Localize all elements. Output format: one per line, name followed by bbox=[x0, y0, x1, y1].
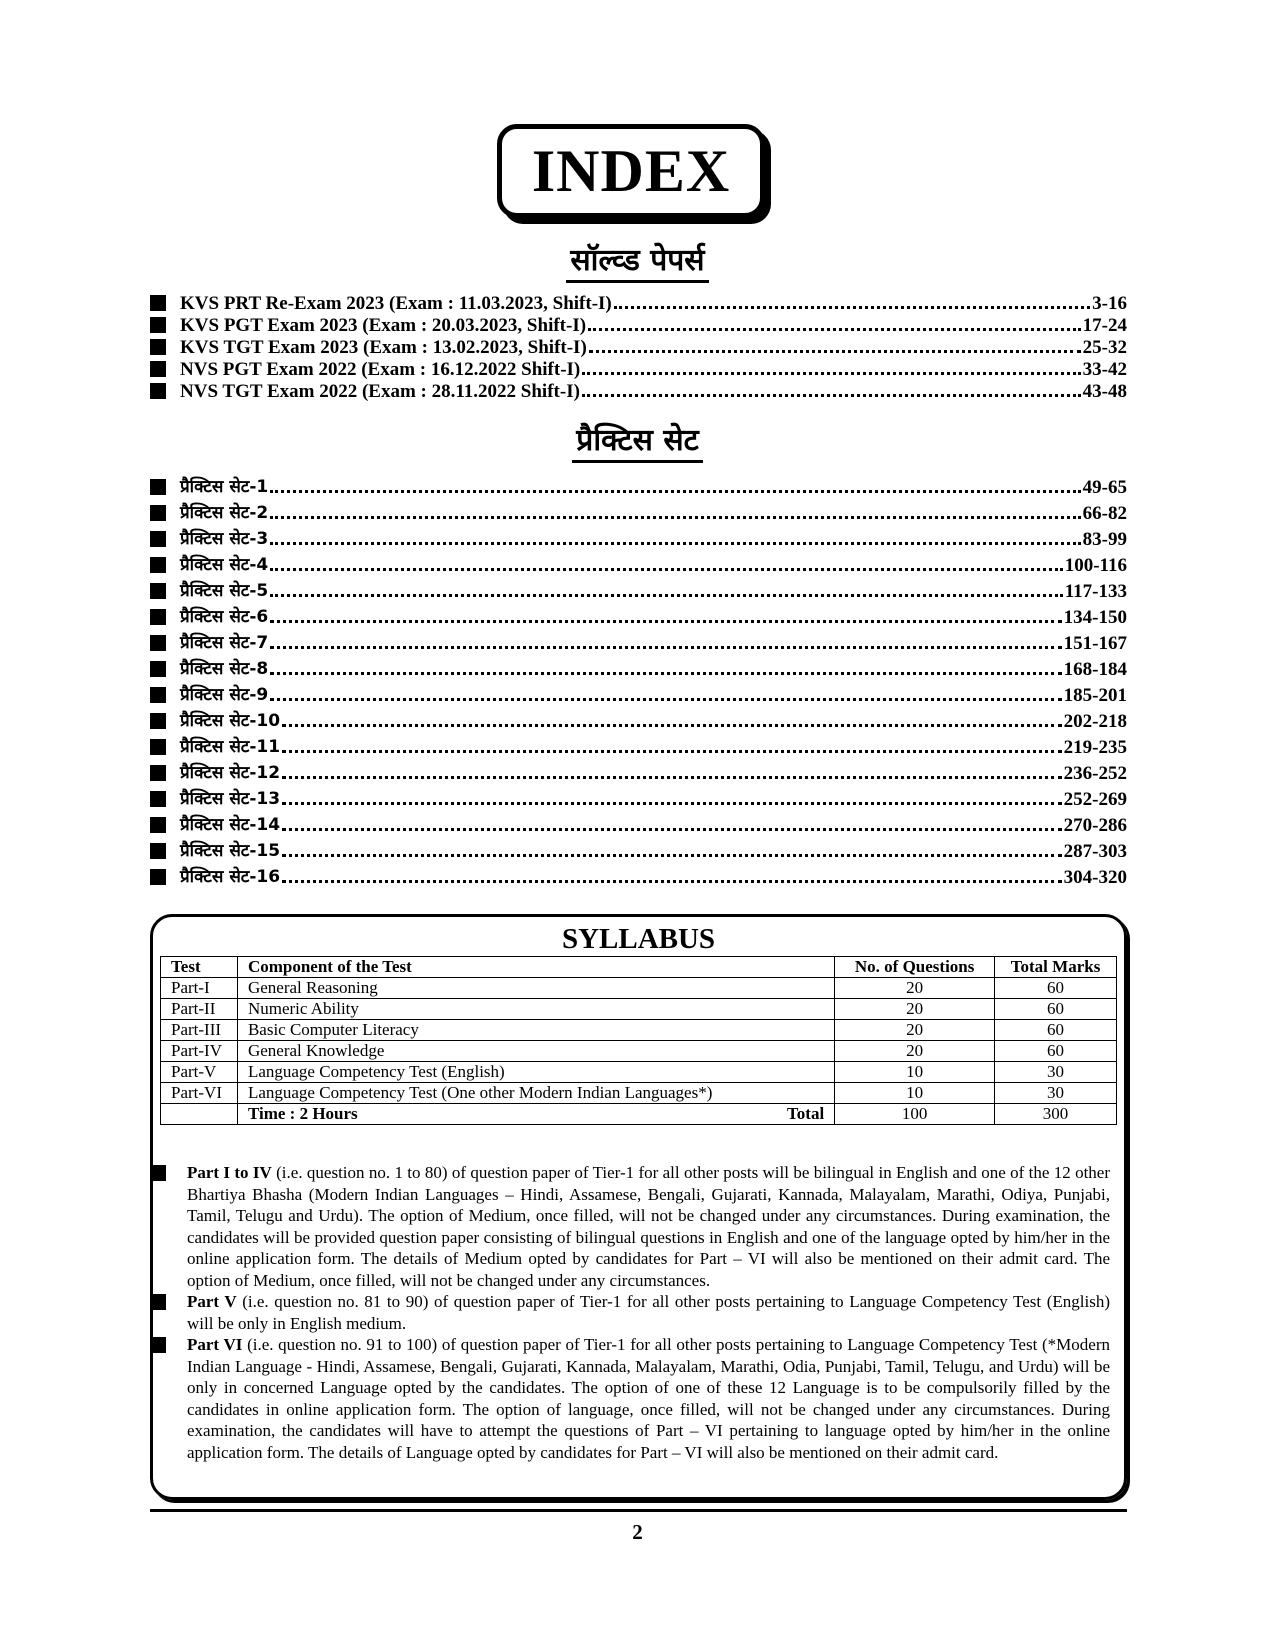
dot-leader bbox=[270, 594, 1062, 597]
cell-marks: 30 bbox=[995, 1083, 1117, 1104]
cell-component: General Knowledge bbox=[237, 1041, 834, 1062]
cell-questions: 20 bbox=[835, 999, 995, 1020]
toc-label: प्रैक्टिस सेट-10 bbox=[180, 711, 281, 731]
toc-label: प्रैक्टिस सेट-5 bbox=[180, 581, 269, 601]
toc-page: 202-218 bbox=[1063, 711, 1127, 732]
dot-leader bbox=[282, 880, 1062, 883]
toc-page: 3-16 bbox=[1092, 293, 1127, 314]
cell-questions: 20 bbox=[835, 1041, 995, 1062]
square-bullet-icon bbox=[150, 1294, 166, 1310]
toc-label: प्रैक्टिस सेट-16 bbox=[180, 867, 281, 887]
table-total-row bbox=[161, 1104, 1117, 1125]
square-bullet-icon bbox=[150, 361, 166, 377]
square-bullet-icon bbox=[150, 687, 166, 703]
toc-page: 304-320 bbox=[1063, 867, 1127, 888]
cell-marks: 60 bbox=[995, 1041, 1117, 1062]
dot-leader bbox=[282, 828, 1062, 831]
column-header: Component of the Test bbox=[237, 957, 834, 978]
toc-page: 66-82 bbox=[1082, 503, 1127, 524]
toc-entry bbox=[150, 602, 1127, 628]
syllabus-notes bbox=[150, 1162, 1110, 1463]
toc-label: NVS PGT Exam 2022 (Exam : 16.12.2022 Shift-I) bbox=[180, 359, 581, 380]
dot-leader bbox=[282, 776, 1062, 779]
toc-page: 151-167 bbox=[1063, 633, 1127, 654]
note-text: (i.e. question no. 81 to 90) of question paper of Tier-1 for all other posts pertaining to Language Competency Test (English) will be only in English medium. bbox=[187, 1292, 1110, 1333]
cell-empty bbox=[161, 1104, 238, 1125]
square-bullet-icon bbox=[150, 635, 166, 651]
toc-page: 49-65 bbox=[1082, 477, 1127, 498]
toc-page: 287-303 bbox=[1063, 841, 1127, 862]
note-lead: Part I to IV bbox=[187, 1163, 272, 1182]
toc-entry bbox=[150, 358, 1127, 380]
cell-test: Part-V bbox=[161, 1062, 238, 1083]
total-label: Total bbox=[787, 1104, 825, 1123]
column-header: Total Marks bbox=[995, 957, 1117, 978]
index-title-box bbox=[497, 124, 765, 218]
cell-questions: 10 bbox=[835, 1083, 995, 1104]
dot-leader bbox=[270, 490, 1080, 493]
square-bullet-icon bbox=[150, 661, 166, 677]
toc-page: 252-269 bbox=[1063, 789, 1127, 810]
toc-page: 236-252 bbox=[1063, 763, 1127, 784]
square-bullet-icon bbox=[150, 791, 166, 807]
note-item bbox=[150, 1334, 1110, 1463]
dot-leader bbox=[282, 854, 1062, 857]
cell-total-questions: 100 bbox=[835, 1104, 995, 1125]
toc-label: प्रैक्टिस सेट-7 bbox=[180, 633, 269, 653]
cell-marks: 30 bbox=[995, 1062, 1117, 1083]
toc-label: प्रैक्टिस सेट-4 bbox=[180, 555, 269, 575]
toc-entry bbox=[150, 680, 1127, 706]
dot-leader bbox=[282, 802, 1062, 805]
cell-test: Part-I bbox=[161, 978, 238, 999]
cell-component: Numeric Ability bbox=[237, 999, 834, 1020]
cell-component: Language Competency Test (English) bbox=[237, 1062, 834, 1083]
cell-total-marks: 300 bbox=[995, 1104, 1117, 1125]
solved-papers-heading bbox=[0, 238, 1275, 279]
cell-component: General Reasoning bbox=[237, 978, 834, 999]
dot-leader bbox=[282, 750, 1062, 753]
cell-questions: 20 bbox=[835, 1020, 995, 1041]
cell-test: Part-VI bbox=[161, 1083, 238, 1104]
cell-time-total bbox=[237, 1104, 834, 1125]
toc-entry bbox=[150, 498, 1127, 524]
square-bullet-icon bbox=[150, 713, 166, 729]
toc-page: 168-184 bbox=[1063, 659, 1127, 680]
toc-label: प्रैक्टिस सेट-15 bbox=[180, 841, 281, 861]
toc-label: प्रैक्टिस सेट-2 bbox=[180, 503, 269, 523]
square-bullet-icon bbox=[150, 505, 166, 521]
dot-leader bbox=[614, 306, 1090, 309]
toc-page: 117-133 bbox=[1064, 581, 1127, 602]
toc-entry bbox=[150, 550, 1127, 576]
note-item bbox=[150, 1291, 1110, 1334]
cell-questions: 10 bbox=[835, 1062, 995, 1083]
dot-leader bbox=[270, 516, 1080, 519]
toc-entry bbox=[150, 472, 1127, 498]
toc-label: NVS TGT Exam 2022 (Exam : 28.11.2022 Shift-I) bbox=[180, 381, 580, 402]
toc-entry bbox=[150, 732, 1127, 758]
practice-sets-heading bbox=[0, 418, 1275, 459]
toc-entry bbox=[150, 314, 1127, 336]
toc-entry bbox=[150, 524, 1127, 550]
note-text: (i.e. question no. 91 to 100) of question paper of Tier-1 for all other posts pertaining to Language Competency Test (*Modern Indian Language - Hindi, Assamese, Bengali, Gujarati, Kannada, Malayalam, Marathi, Odia, Punjabi, Tamil, Telugu, and Urdu) will be only in concerned Language opted by the candidates. The option of one of these 12 Language is to be compulsorily filled by the candidates in online application form. The option of language, once filled, will not be changed under any circumstances. During examination, the candidates will have to attempt the questions of Part – VI pertaining to language opted by him/her in the online application form. The details of Language opted by candidates for Part – VI will also be mentioned on their admit card. bbox=[187, 1335, 1110, 1462]
toc-entry bbox=[150, 292, 1127, 314]
toc-label: प्रैक्टिस सेट-13 bbox=[180, 789, 281, 809]
toc-entry bbox=[150, 784, 1127, 810]
square-bullet-icon bbox=[150, 739, 166, 755]
table-row bbox=[161, 1041, 1117, 1062]
square-bullet-icon bbox=[150, 817, 166, 833]
square-bullet-icon bbox=[150, 339, 166, 355]
toc-page: 43-48 bbox=[1082, 381, 1127, 402]
column-header: No. of Questions bbox=[835, 957, 995, 978]
practice-sets-heading-text: प्रैक्टिस सेट bbox=[572, 423, 702, 463]
toc-label: प्रैक्टिस सेट-11 bbox=[180, 737, 281, 757]
cell-component: Basic Computer Literacy bbox=[237, 1020, 834, 1041]
square-bullet-icon bbox=[150, 531, 166, 547]
cell-test: Part-III bbox=[161, 1020, 238, 1041]
note-lead: Part VI bbox=[187, 1335, 243, 1354]
toc-label: प्रैक्टिस सेट-3 bbox=[180, 529, 269, 549]
toc-page: 33-42 bbox=[1082, 359, 1127, 380]
toc-entry bbox=[150, 810, 1127, 836]
dot-leader bbox=[582, 394, 1081, 397]
toc-entry bbox=[150, 706, 1127, 732]
footer-divider bbox=[150, 1509, 1127, 1512]
dot-leader bbox=[270, 646, 1061, 649]
note-lead: Part V bbox=[187, 1292, 237, 1311]
table-header-row bbox=[161, 957, 1117, 978]
toc-page: 185-201 bbox=[1063, 685, 1127, 706]
dot-leader bbox=[588, 328, 1081, 331]
square-bullet-icon bbox=[150, 479, 166, 495]
toc-label: प्रैक्टिस सेट-1 bbox=[180, 477, 269, 497]
cell-marks: 60 bbox=[995, 978, 1117, 999]
table-row bbox=[161, 1083, 1117, 1104]
solved-papers-heading-text: सॉल्व्ड पेपर्स bbox=[566, 243, 708, 283]
dot-leader bbox=[270, 672, 1061, 675]
toc-entry bbox=[150, 336, 1127, 358]
toc-label: प्रैक्टिस सेट-9 bbox=[180, 685, 269, 705]
square-bullet-icon bbox=[150, 557, 166, 573]
dot-leader bbox=[582, 372, 1080, 375]
time-label: Time : 2 Hours bbox=[247, 1104, 358, 1123]
cell-marks: 60 bbox=[995, 1020, 1117, 1041]
toc-page: 100-116 bbox=[1064, 555, 1127, 576]
toc-entry bbox=[150, 576, 1127, 602]
toc-page: 270-286 bbox=[1063, 815, 1127, 836]
square-bullet-icon bbox=[150, 869, 166, 885]
toc-label: KVS PRT Re-Exam 2023 (Exam : 11.03.2023, Shift-I) bbox=[180, 293, 612, 314]
table-row bbox=[161, 1020, 1117, 1041]
square-bullet-icon bbox=[150, 295, 166, 311]
note-item bbox=[150, 1162, 1110, 1291]
toc-page: 83-99 bbox=[1082, 529, 1127, 550]
practice-sets-list bbox=[150, 472, 1127, 888]
syllabus-table bbox=[160, 956, 1117, 1125]
dot-leader bbox=[282, 724, 1062, 727]
toc-label: प्रैक्टिस सेट-6 bbox=[180, 607, 269, 627]
square-bullet-icon bbox=[150, 1337, 166, 1353]
toc-label: प्रैक्टिस सेट-8 bbox=[180, 659, 269, 679]
table-row bbox=[161, 978, 1117, 999]
toc-entry bbox=[150, 836, 1127, 862]
square-bullet-icon bbox=[150, 583, 166, 599]
dot-leader bbox=[270, 698, 1061, 701]
square-bullet-icon bbox=[150, 383, 166, 399]
square-bullet-icon bbox=[150, 609, 166, 625]
cell-component: Language Competency Test (One other Modern Indian Languages*) bbox=[237, 1083, 834, 1104]
table-row bbox=[161, 1062, 1117, 1083]
toc-entry bbox=[150, 654, 1127, 680]
toc-page: 219-235 bbox=[1063, 737, 1127, 758]
dot-leader bbox=[589, 350, 1081, 353]
toc-label: KVS TGT Exam 2023 (Exam : 13.02.2023, Shift-I) bbox=[180, 337, 587, 358]
toc-entry bbox=[150, 380, 1127, 402]
solved-papers-list bbox=[150, 292, 1127, 402]
dot-leader bbox=[270, 542, 1080, 545]
square-bullet-icon bbox=[150, 843, 166, 859]
toc-page: 134-150 bbox=[1063, 607, 1127, 628]
toc-label: प्रैक्टिस सेट-12 bbox=[180, 763, 281, 783]
toc-entry bbox=[150, 862, 1127, 888]
square-bullet-icon bbox=[150, 1165, 166, 1181]
square-bullet-icon bbox=[150, 765, 166, 781]
cell-test: Part-IV bbox=[161, 1041, 238, 1062]
note-text: (i.e. question no. 1 to 80) of question paper of Tier-1 for all other posts will be bilingual in English and one of the 12 other Bhartiya Bhasha (Modern Indian Languages – Hindi, Assamese, Bengali, Gujarati, Kannada, Malayalam, Marathi, Odiya, Punjabi, Tamil, Telugu and Urdu). The option of Medium, once filled, will not be changed under any circumstances. During examination, the candidates will be provided question paper consisting of bilingual questions in English and one of the language opted by him/her in the online application form. The details of Medium opted by candidates for Part – VI will also be mentioned on their admit card. The option of Medium, once filled, will not be changed under any circumstances. bbox=[187, 1163, 1110, 1290]
toc-label: प्रैक्टिस सेट-14 bbox=[180, 815, 281, 835]
page-title: INDEX bbox=[531, 137, 731, 204]
toc-page: 25-32 bbox=[1082, 337, 1127, 358]
cell-test: Part-II bbox=[161, 999, 238, 1020]
toc-entry bbox=[150, 758, 1127, 784]
toc-label: KVS PGT Exam 2023 (Exam : 20.03.2023, Shift-I) bbox=[180, 315, 587, 336]
syllabus-title: SYLLABUS bbox=[561, 923, 716, 955]
toc-entry bbox=[150, 628, 1127, 654]
cell-questions: 20 bbox=[835, 978, 995, 999]
toc-page: 17-24 bbox=[1082, 315, 1127, 336]
column-header: Test bbox=[161, 957, 238, 978]
page-number: 2 bbox=[632, 1520, 643, 1544]
dot-leader bbox=[270, 620, 1061, 623]
cell-marks: 60 bbox=[995, 999, 1117, 1020]
square-bullet-icon bbox=[150, 317, 166, 333]
dot-leader bbox=[270, 568, 1062, 571]
table-row bbox=[161, 999, 1117, 1020]
